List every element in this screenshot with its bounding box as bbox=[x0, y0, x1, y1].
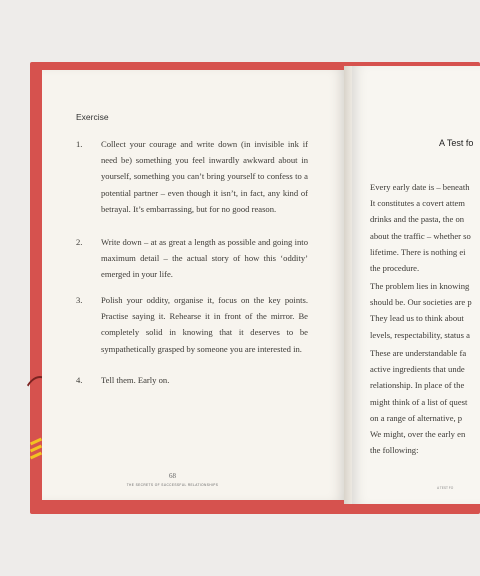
running-footer: A TEST FO bbox=[437, 486, 454, 490]
exercise-item bbox=[76, 136, 308, 220]
right-paragraph bbox=[370, 278, 480, 343]
chapter-title: A Test fo bbox=[439, 138, 474, 148]
running-footer: THE SECRETS OF SUCCESSFUL RELATIONSHIPS bbox=[126, 483, 219, 487]
item-number: 4. bbox=[76, 375, 83, 385]
text-line: lifetime. There is nothing ei bbox=[370, 246, 466, 257]
text-line: Every early date is – beneath bbox=[370, 182, 470, 192]
text-line: They lead us to think about bbox=[370, 313, 464, 324]
right-page bbox=[352, 66, 480, 504]
text-line: relationship. In place of the bbox=[370, 380, 465, 391]
item-text: Collect your courage and write down (in invisible ink if need be) something you feel inwardly awkward about in yourself, something you can’t bring yourself to confess to a potential partner – even though it isn’t, in fact, any kind of betrayal. It’s embarrassing, but for no good reason. bbox=[101, 139, 308, 214]
text-line: should be. Our societies are p bbox=[370, 297, 472, 308]
exercise-item bbox=[76, 372, 308, 390]
text-line: drinks and the pasta, the on bbox=[370, 214, 465, 225]
page-number: 68 bbox=[169, 472, 176, 480]
text-line: These are understandable fa bbox=[370, 348, 467, 358]
text-line: on a range of alternative, p bbox=[370, 412, 463, 423]
text-line: The problem lies in knowing bbox=[370, 281, 470, 291]
text-line: active ingredients that unde bbox=[370, 364, 465, 375]
item-text: Write down – at as great a length as possible and going into maximum detail – the actual story of how this ‘oddity’ emerged in your life. bbox=[101, 237, 308, 280]
right-paragraph bbox=[370, 345, 480, 458]
item-number: 1. bbox=[76, 139, 83, 149]
item-text: Tell them. Early on. bbox=[101, 375, 170, 385]
exercise-heading: Exercise bbox=[76, 112, 109, 122]
text-line: We might, over the early en bbox=[370, 429, 466, 440]
right-paragraph bbox=[370, 179, 480, 276]
item-number: 3. bbox=[76, 295, 83, 305]
text-line: It constitutes a covert attem bbox=[370, 198, 465, 209]
text-line: might think of a list of quest bbox=[370, 396, 468, 407]
text-line: the procedure. bbox=[370, 263, 420, 274]
text-line: about the traffic – whether so bbox=[370, 230, 471, 241]
exercise-item bbox=[76, 292, 308, 360]
text-line: the following: bbox=[370, 445, 419, 456]
item-text: Polish your oddity, organise it, focus on the key points. Practise saying it. Rehearse it in front of the mirror. Be completely solid in knowing that it deserves to be sympathetically grasped by someone you are interested in. bbox=[101, 295, 308, 354]
text-line: levels, respectability, status a bbox=[370, 329, 470, 340]
exercise-item bbox=[76, 234, 308, 286]
item-number: 2. bbox=[76, 237, 83, 247]
